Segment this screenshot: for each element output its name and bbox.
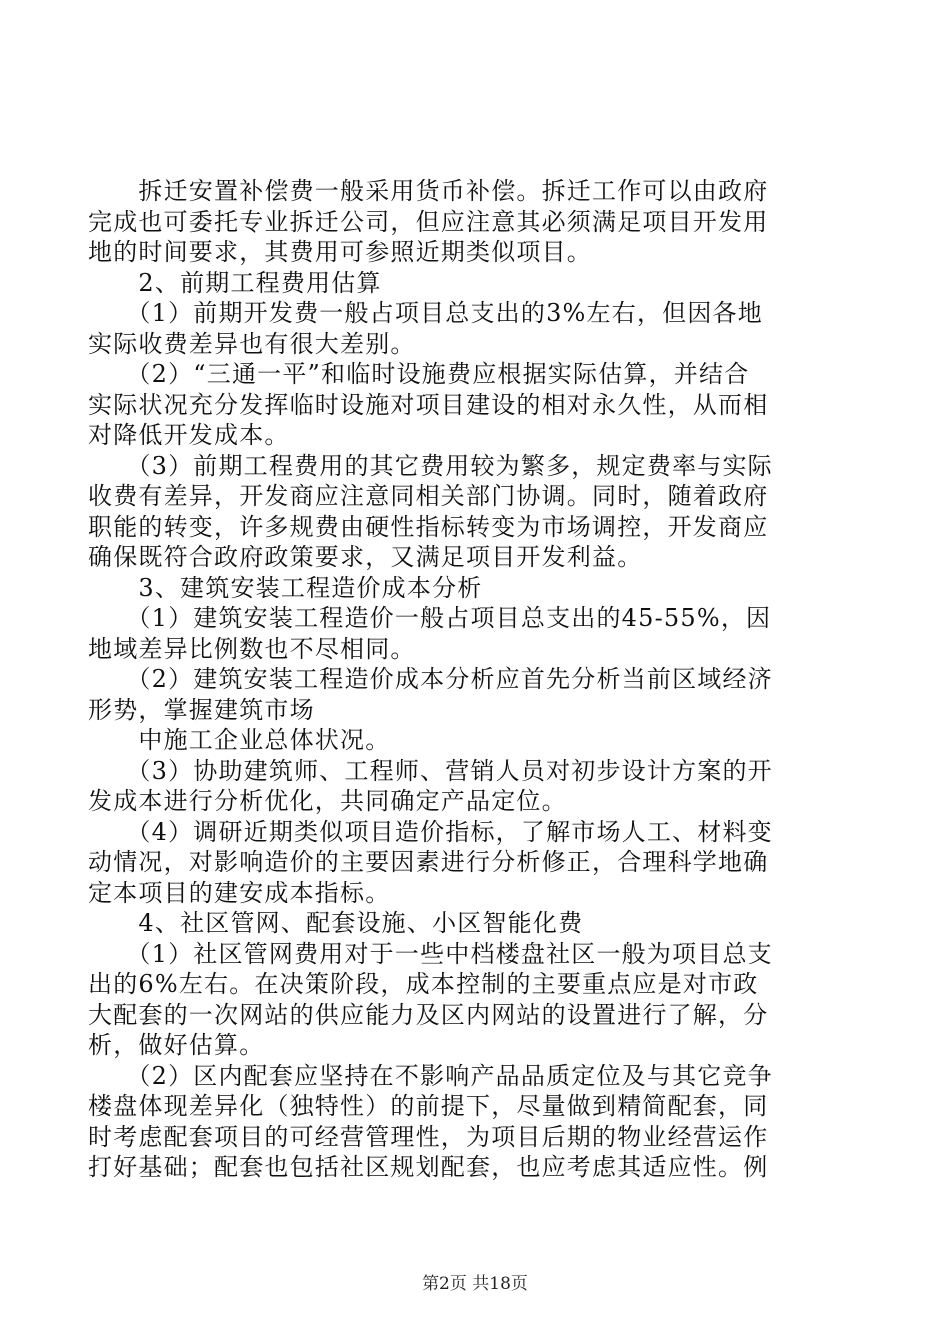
text-line: 发成本进行分析优化，共同确定产品定位。 bbox=[88, 787, 567, 815]
text-line: 定本项目的建安成本指标。 bbox=[88, 878, 391, 907]
text-line: （1）建筑安装工程造价一般占项目总支出的45-55%，因 bbox=[88, 604, 772, 632]
text-line: （4）调研近期类似项目造价指标，了解市场人工、材料变 bbox=[88, 817, 773, 846]
text-line: 时考虑配套项目的可经营管理性，为项目后期的物业经营运作 bbox=[88, 1122, 769, 1151]
text-line: （2）区内配套应坚持在不影响产品品质定位及与其它竞争 bbox=[88, 1061, 773, 1090]
text-line: 出的6%左右。在决策阶段，成本控制的主要重点应是对市政 bbox=[88, 970, 759, 998]
text-line: 实际收费差异也有很大差别。 bbox=[88, 329, 416, 358]
text-line: （2）“三通一平”和临时设施费应根据实际估算，并结合 bbox=[88, 360, 750, 388]
text-line: 析，做好估算。 bbox=[88, 1031, 265, 1059]
text-line: 动情况，对影响造价的主要因素进行分析修正，合理科学地确 bbox=[88, 848, 769, 876]
text-line: 大配套的一次网站的供应能力及区内网站的设置进行了解，分 bbox=[88, 1000, 769, 1029]
section-heading: 4、社区管网、配套设施、小区智能化费 bbox=[88, 909, 584, 937]
text-line: 职能的转变，许多规费由硬性指标转变为市场调控，开发商应 bbox=[88, 512, 769, 541]
text-line: 收费有差异，开发商应注意同相关部门协调。同时，随着政府 bbox=[88, 482, 769, 510]
text-line: 确保既符合政府政策要求，又满足项目开发利益。 bbox=[88, 543, 643, 571]
text-line: （2）建筑安装工程造价成本分析应首先分析当前区域经济 bbox=[88, 665, 773, 693]
section-heading: 2、前期工程费用估算 bbox=[88, 268, 382, 297]
section-heading: 3、建筑安装工程造价成本分析 bbox=[88, 573, 483, 602]
text-line: 楼盘体现差异化（独特性）的前提下，尽量做到精简配套，同 bbox=[88, 1092, 769, 1120]
text-line: 对降低开发成本。 bbox=[88, 421, 290, 449]
text-line: （3）前期工程费用的其它费用较为繁多，规定费率与实际 bbox=[88, 451, 773, 480]
text-line: 实际状况充分发挥临时设施对项目建设的相对永久性，从而相 bbox=[88, 390, 769, 419]
text-line: （3）协助建筑师、工程师、营销人员对初步设计方案的开 bbox=[88, 756, 773, 785]
text-line: 地域差异比例数也不尽相同。 bbox=[88, 634, 416, 663]
text-line: 完成也可委托专业拆迁公司，但应注意其必须满足项目开发用 bbox=[88, 207, 769, 236]
text-line: 形势，掌握建筑市场 bbox=[88, 695, 315, 724]
text-line: （1）前期开发费一般占项目总支出的3%左右，但因各地 bbox=[88, 299, 763, 327]
text-line: 中施工企业总体状况。 bbox=[88, 726, 391, 754]
text-line: （1）社区管网费用对于一些中档楼盘社区一般为项目总支 bbox=[88, 939, 773, 968]
page-number-footer: 第2页 共18页 bbox=[422, 1274, 528, 1294]
document-body bbox=[88, 176, 836, 1183]
text-line: 拆迁安置补偿费一般采用货币补偿。拆迁工作可以由政府 bbox=[88, 177, 769, 205]
text-line: 地的时间要求，其费用可参照近期类似项目。 bbox=[88, 238, 592, 266]
text-line: 打好基础；配套也包括社区规划配套，也应考虑其适应性。例 bbox=[88, 1153, 769, 1181]
